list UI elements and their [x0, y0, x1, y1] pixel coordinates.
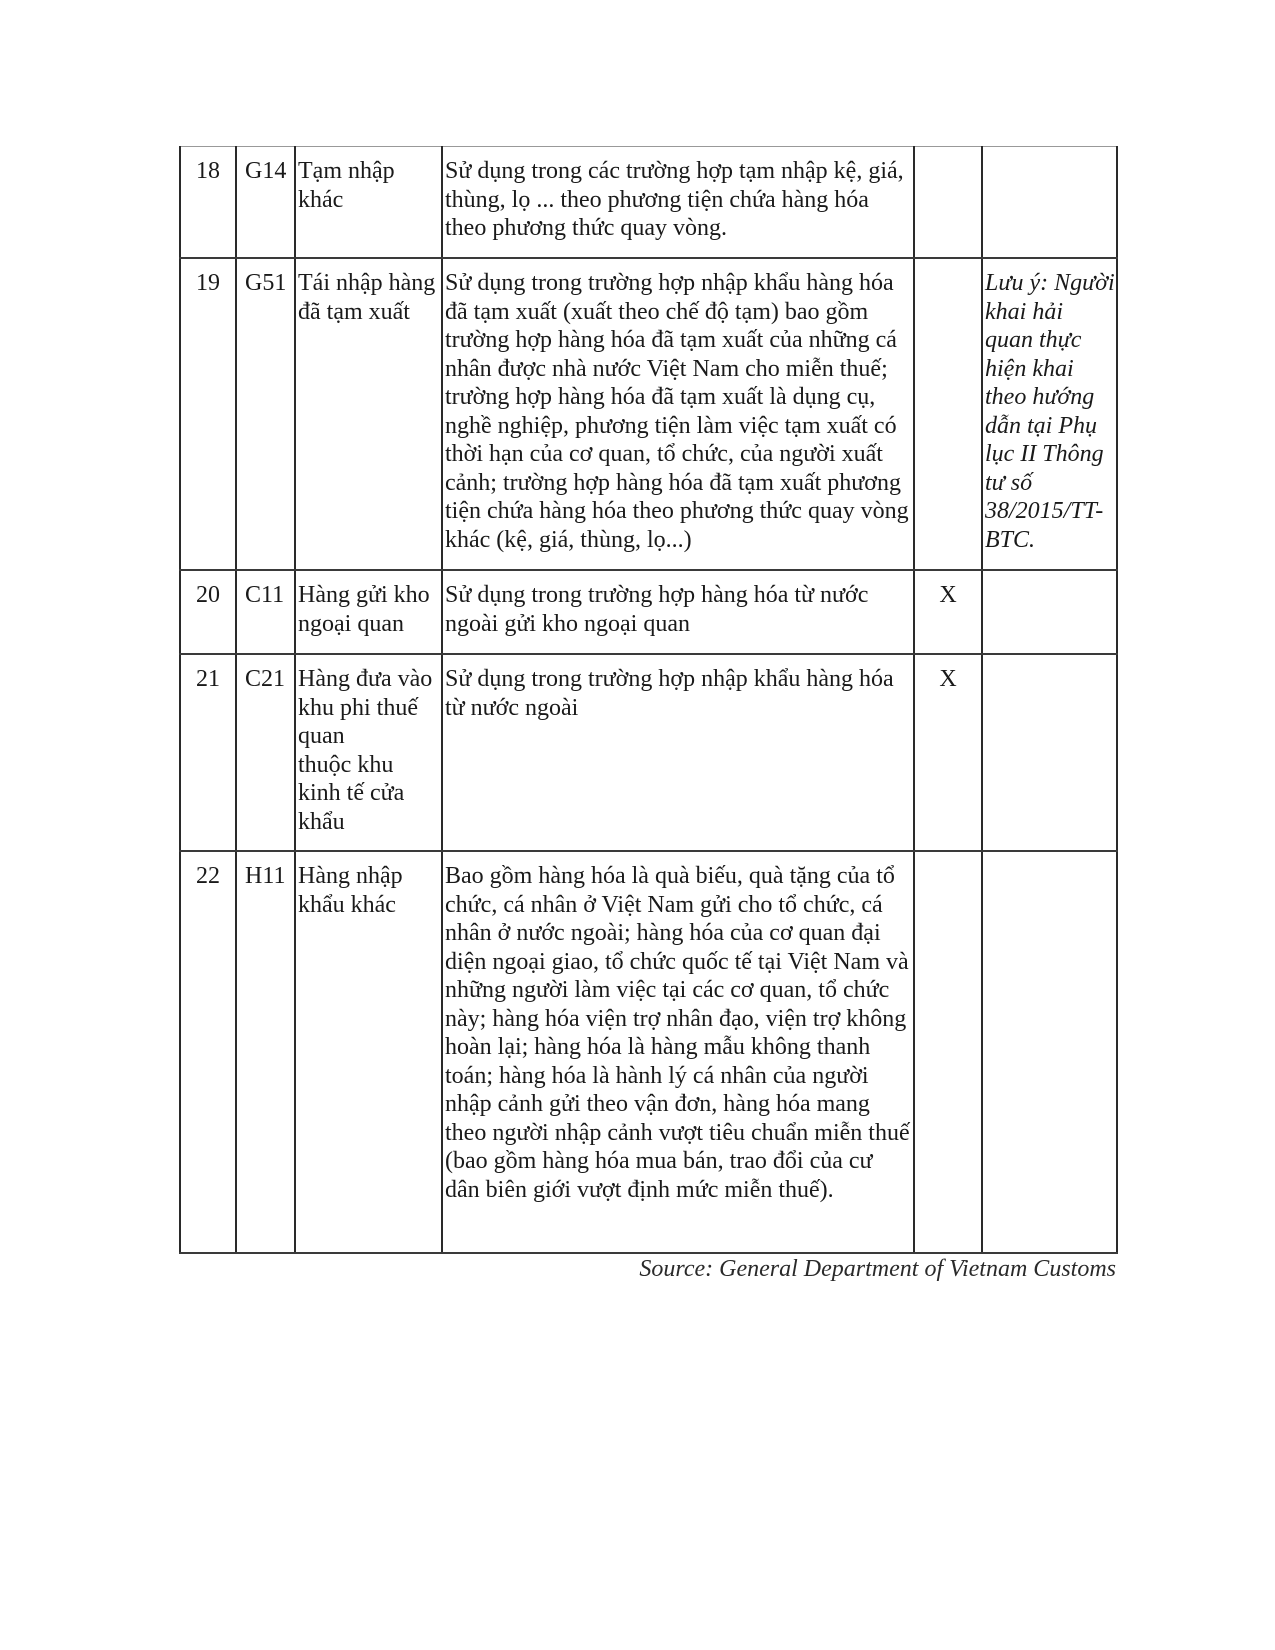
type-name-line: Tạm nhập [298, 158, 395, 184]
table-row [180, 851, 1117, 1253]
type-description: Sử dụng trong trường hợp hàng hóa từ nước ngoài gửi kho ngoại quan [442, 570, 914, 654]
type-name-line: Hàng gửi kho [298, 582, 430, 608]
import-type-codes-table [179, 146, 1118, 1254]
note-cell [982, 570, 1117, 654]
type-name [295, 258, 442, 570]
type-code: C21 [236, 654, 295, 851]
row-number: 21 [180, 654, 236, 851]
type-name-line: khẩu khác [298, 891, 396, 918]
type-name [295, 570, 442, 654]
type-name-line: Tái nhập hàng [298, 270, 436, 296]
type-name-line: khẩu [298, 808, 345, 835]
type-name [295, 147, 442, 259]
table-row [180, 258, 1117, 570]
type-description: Sử dụng trong trường hợp nhập khẩu hàng hóa đã tạm xuất (xuất theo chế độ tạm) bao gồm trường hợp hàng hóa đã tạm xuất của những cá nhân được nhà nước Việt Nam cho miễn thuế; trường hợp hàng hóa đã tạm xuất là dụng cụ, nghề nghiệp, phương tiện làm việc tạm xuất có thời hạn của cơ quan, tổ chức, của người xuất cảnh; trường hợp hàng hóa đã tạm xuất phương tiện chứa hàng hóa theo phương thức quay vòng khác (kệ, giá, thùng, lọ...) [442, 258, 914, 570]
type-name-line: kinh tế cửa [298, 780, 405, 806]
row-number: 22 [180, 851, 236, 1253]
table-row [180, 654, 1117, 851]
note-cell [982, 851, 1117, 1253]
type-name-line: quan [298, 723, 345, 749]
x-mark [914, 851, 982, 1253]
note-cell: Lưu ý: Người khai hải quan thực hiện khai theo hướng dẫn tại Phụ lục II Thông tư số 38/2015/TT-BTC. [982, 258, 1117, 570]
note-cell [982, 147, 1117, 259]
x-mark [914, 258, 982, 570]
table-row [180, 147, 1117, 259]
type-code: C11 [236, 570, 295, 654]
type-name-line: khu phi thuế [298, 694, 418, 721]
table-row [180, 570, 1117, 654]
row-number: 20 [180, 570, 236, 654]
type-description: Sử dụng trong trường hợp nhập khẩu hàng hóa từ nước ngoài [442, 654, 914, 851]
type-name-line: khác [298, 186, 344, 213]
type-description: Sử dụng trong các trường hợp tạm nhập kệ, giá, thùng, lọ ... theo phương tiện chứa hàng hóa theo phương thức quay vòng. [442, 147, 914, 259]
type-code: G51 [236, 258, 295, 570]
row-number: 18 [180, 147, 236, 259]
type-name [295, 851, 442, 1253]
type-code: G14 [236, 147, 295, 259]
row-number: 19 [180, 258, 236, 570]
type-name-line: đã tạm xuất [298, 298, 410, 325]
type-name-line: thuộc khu [298, 751, 394, 778]
note-cell [982, 654, 1117, 851]
type-name-line: Hàng đưa vào [298, 666, 433, 692]
type-name-line: ngoại quan [298, 610, 404, 637]
source-caption: Source: General Department of Vietnam Customs [639, 1256, 1116, 1282]
x-mark: X [914, 654, 982, 851]
x-mark [914, 147, 982, 259]
type-code: H11 [236, 851, 295, 1253]
type-description: Bao gồm hàng hóa là quà biếu, quà tặng của tổ chức, cá nhân ở Việt Nam gửi cho tổ chức, cá nhân ở nước ngoài; hàng hóa của cơ quan đại diện ngoại giao, tổ chức quốc tế tại Việt Nam và những người làm việc tại các cơ quan, tổ chức này; hàng hóa viện trợ nhân đạo, viện trợ không hoàn lại; hàng hóa là hàng mẫu không thanh toán; hàng hóa là hành lý cá nhân của người nhập cảnh gửi theo vận đơn, hàng hóa mang theo người nhập cảnh vượt tiêu chuẩn miễn thuế (bao gồm hàng hóa mua bán, trao đổi của cư dân biên giới vượt định mức miễn thuế). [442, 851, 914, 1253]
x-mark: X [914, 570, 982, 654]
type-name [295, 654, 442, 851]
type-name-line: Hàng nhập [298, 863, 403, 889]
